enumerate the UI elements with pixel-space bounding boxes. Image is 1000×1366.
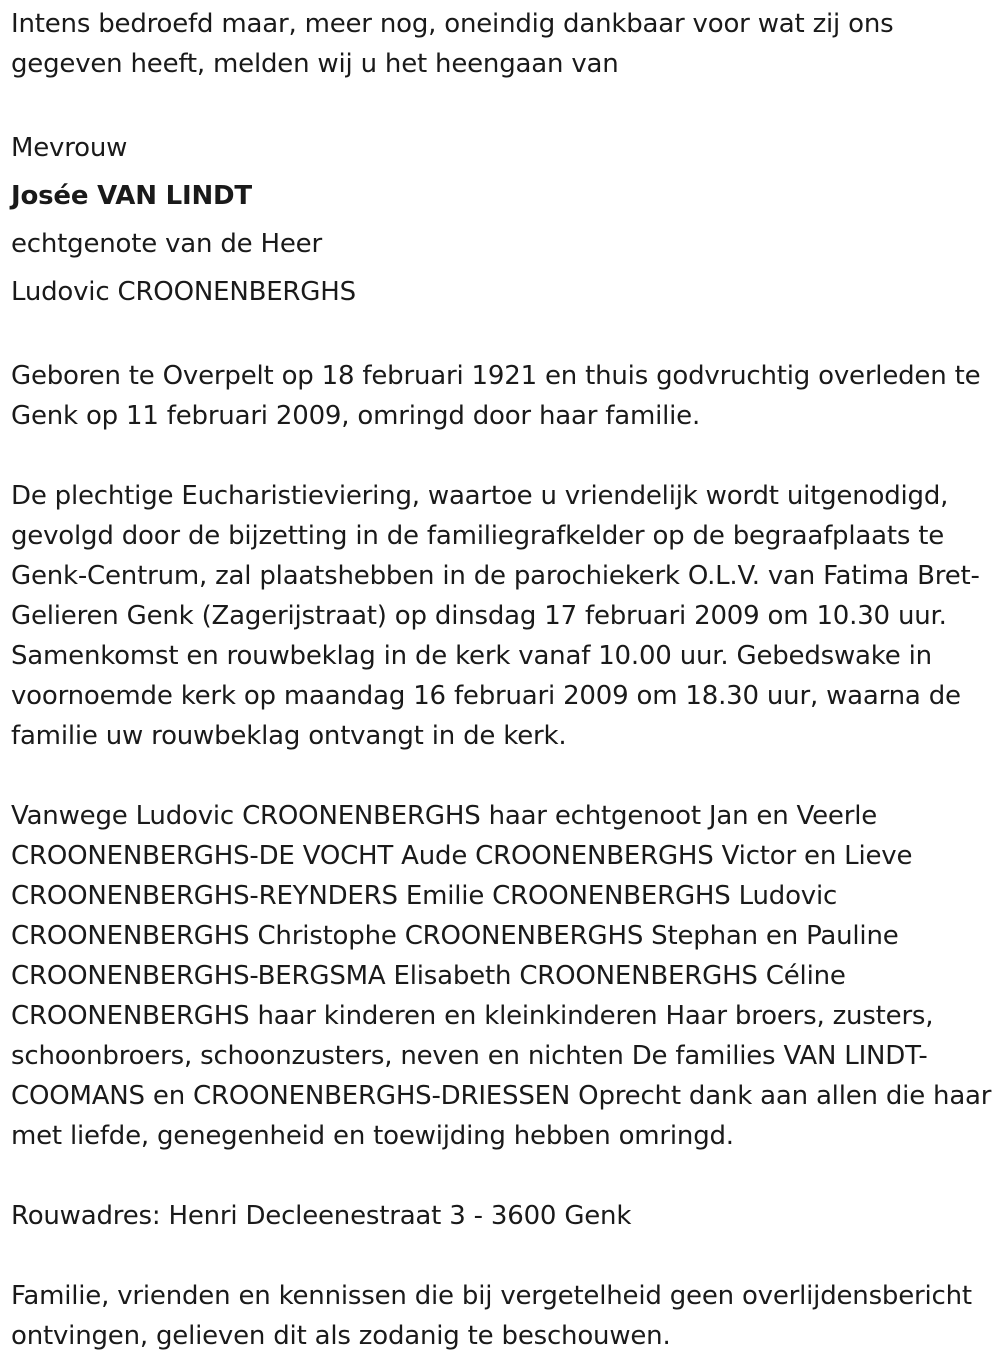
spacer bbox=[11, 436, 993, 476]
obituary-document bbox=[11, 4, 993, 1356]
address-line: Rouwadres: Henri Decleenestraat 3 - 3600 Genk bbox=[11, 1201, 632, 1231]
spacer bbox=[11, 1156, 993, 1196]
birth-death-paragraph: Geboren te Overpelt op 18 februari 1921 en thuis godvruchtig overleden te Genk op 11 februari 2009, omringd door haar familie. bbox=[11, 361, 981, 431]
spacer bbox=[11, 1236, 993, 1276]
ceremony-paragraph: De plechtige Eucharistieviering, waartoe u vriendelijk wordt uitgenodigd, gevolgd door de bijzetting in de familiegrafkelder op de begraafplaats te Genk-Centrum, zal plaatshebben in de parochiekerk O.L.V. van Fatima Bret-Gelieren Genk (Zagerijstraat) op dinsdag 17 februari 2009 om 10.30 uur. Samenkomst en rouwbeklag in de kerk vanaf 10.00 uur. Gebedswake in voornoemde kerk op maandag 16 februari 2009 om 18.30 uur, waarna de familie uw rouwbeklag ontvangt in de kerk. bbox=[11, 481, 980, 751]
closing-paragraph: Familie, vrienden en kennissen die bij vergetelheid geen overlijdensbericht ontvingen, gelieven dit als zodanig te beschouwen. bbox=[11, 1281, 972, 1351]
title-prefix: Mevrouw bbox=[11, 133, 128, 163]
family-paragraph: Vanwege Ludovic CROONENBERGHS haar echtgenoot Jan en Veerle CROONENBERGHS-DE VOCHT Aude CROONENBERGHS Victor en Lieve CROONENBERGHS-REYNDERS Emilie CROONENBERGHS Ludovic CROONENBERGHS Christophe CROONENBERGHS Stephan en Pauline CROONENBERGHS-BERGSMA Elisabeth CROONENBERGHS Céline CROONENBERGHS haar kinderen en kleinkinderen Haar broers, zusters, schoonbroers, schoonzusters, neven en nichten De families VAN LINDT-COOMANS en CROONENBERGHS-DRIESSEN Oprecht dank aan allen die haar met liefde, genegenheid en toewijding hebben omringd. bbox=[11, 801, 992, 1151]
spacer bbox=[11, 316, 993, 356]
deceased-name: Josée VAN LINDT bbox=[11, 181, 252, 211]
spacer bbox=[11, 84, 993, 124]
spouse-line-1: echtgenote van de Heer bbox=[11, 229, 322, 259]
intro-paragraph: Intens bedroefd maar, meer nog, oneindig dankbaar voor wat zij ons gegeven heeft, melden wij u het heengaan van bbox=[11, 9, 894, 79]
spacer bbox=[11, 756, 993, 796]
spouse-line-2: Ludovic CROONENBERGHS bbox=[11, 277, 356, 307]
